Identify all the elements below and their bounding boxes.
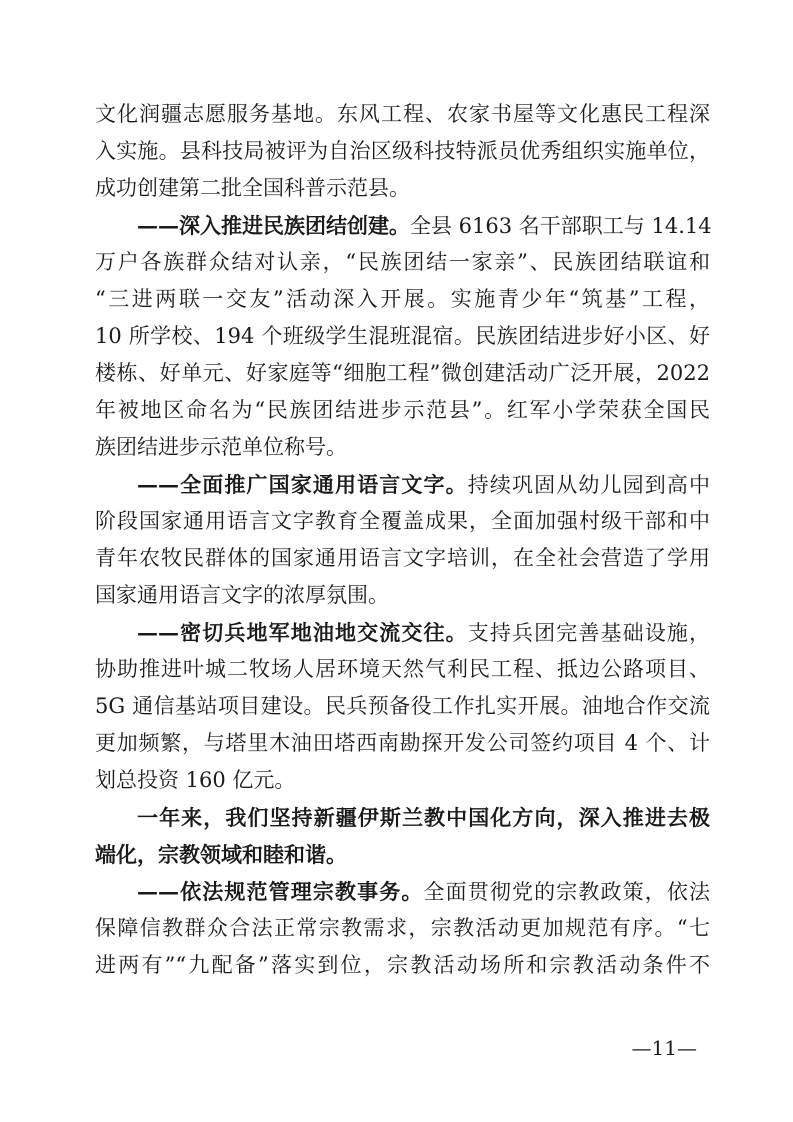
text-line <box>95 725 710 762</box>
text-line <box>95 873 710 910</box>
text-line <box>95 96 710 133</box>
bold-text: ——全面推广国家通用语言文字。 <box>137 472 468 497</box>
bold-text: 端化，宗教领域和睦和谐。 <box>95 842 347 867</box>
text-line <box>95 170 710 207</box>
text-line <box>95 429 710 466</box>
text-line <box>95 836 710 873</box>
text-line <box>95 133 710 170</box>
body-text: 入实施。县科技局被评为自治区级科技特派员优秀组织实施单位， <box>95 139 710 163</box>
text-line <box>95 540 710 577</box>
body-text: 5G 通信基站项目建设。民兵预备役工作扎实开展。油地合作交流 <box>95 694 710 718</box>
body-text: 更加频繁，与塔里木油田塔西南勘探开发公司签约项目 4 个、计 <box>95 731 710 755</box>
text-line <box>95 947 710 984</box>
body-text: 支持兵团完善基础设施， <box>467 621 710 645</box>
body-text: 青年农牧民群体的国家通用语言文字培训，在全社会营造了学用 <box>95 546 710 570</box>
text-line <box>95 466 710 503</box>
body-text: 阶段国家通用语言文字教育全覆盖成果，全面加强村级干部和中 <box>95 509 710 533</box>
text-line <box>95 910 710 947</box>
body-text: 协助推进叶城二牧场人居环境天然气利民工程、抵边公路项目、 <box>95 657 710 681</box>
bold-text: ——依法规范管理宗教事务。 <box>137 879 424 904</box>
body-text: 楼栋、好单元、好家庭等“细胞工程”微创建活动广泛开展，2022 <box>95 361 710 385</box>
body-text: 国家通用语言文字的浓厚氛围。 <box>95 583 389 607</box>
body-text: 成功创建第二批全国科普示范县。 <box>95 176 410 200</box>
body-text: 10 所学校、194 个班级学生混班混宿。民族团结进步好小区、好 <box>95 324 710 348</box>
body-text: 文化润疆志愿服务基地。东风工程、农家书屋等文化惠民工程深 <box>95 102 710 126</box>
body-text: 进两有”“九配备”落实到位，宗教活动场所和宗教活动条件不 <box>95 953 710 977</box>
page-number: —11— <box>631 1036 697 1060</box>
body-text: 全面贯彻党的宗教政策，依法 <box>423 880 710 904</box>
text-line <box>95 799 710 836</box>
text-line <box>95 503 710 540</box>
body-text: 族团结进步示范单位称号。 <box>95 435 347 459</box>
text-line <box>95 688 710 725</box>
body-text: 全县 6163 名干部职工与 14.14 <box>410 214 712 238</box>
text-line <box>95 355 710 392</box>
text-line <box>95 281 710 318</box>
bold-text: ——密切兵地军地油地交流交往。 <box>137 620 468 645</box>
body-text: 万户各族群众结对认亲，“民族团结一家亲”、民族团结联谊和 <box>95 250 710 274</box>
body-text: 持续巩固从幼儿园到高中 <box>467 473 710 497</box>
body-text: “三进两联一交友”活动深入开展。实施青少年“筑基”工程， <box>95 287 710 311</box>
bold-text: 一年来，我们坚持新疆伊斯兰教中国化方向，深入推进去极 <box>137 805 710 830</box>
text-line <box>95 614 710 651</box>
body-text: 保障信教群众合法正常宗教需求，宗教活动更加规范有序。“七 <box>95 916 710 940</box>
text-line <box>95 392 710 429</box>
text-line <box>95 762 710 799</box>
body-text: 年被地区命名为“民族团结进步示范县”。红军小学荣获全国民 <box>95 398 710 422</box>
body-text: 划总投资 160 亿元。 <box>95 768 296 792</box>
text-line <box>95 577 710 614</box>
bold-text: ——深入推进民族团结创建。 <box>137 213 410 238</box>
text-line <box>95 318 710 355</box>
text-line <box>95 244 710 281</box>
text-line <box>95 651 710 688</box>
text-line <box>95 207 710 244</box>
document-body <box>95 96 710 984</box>
